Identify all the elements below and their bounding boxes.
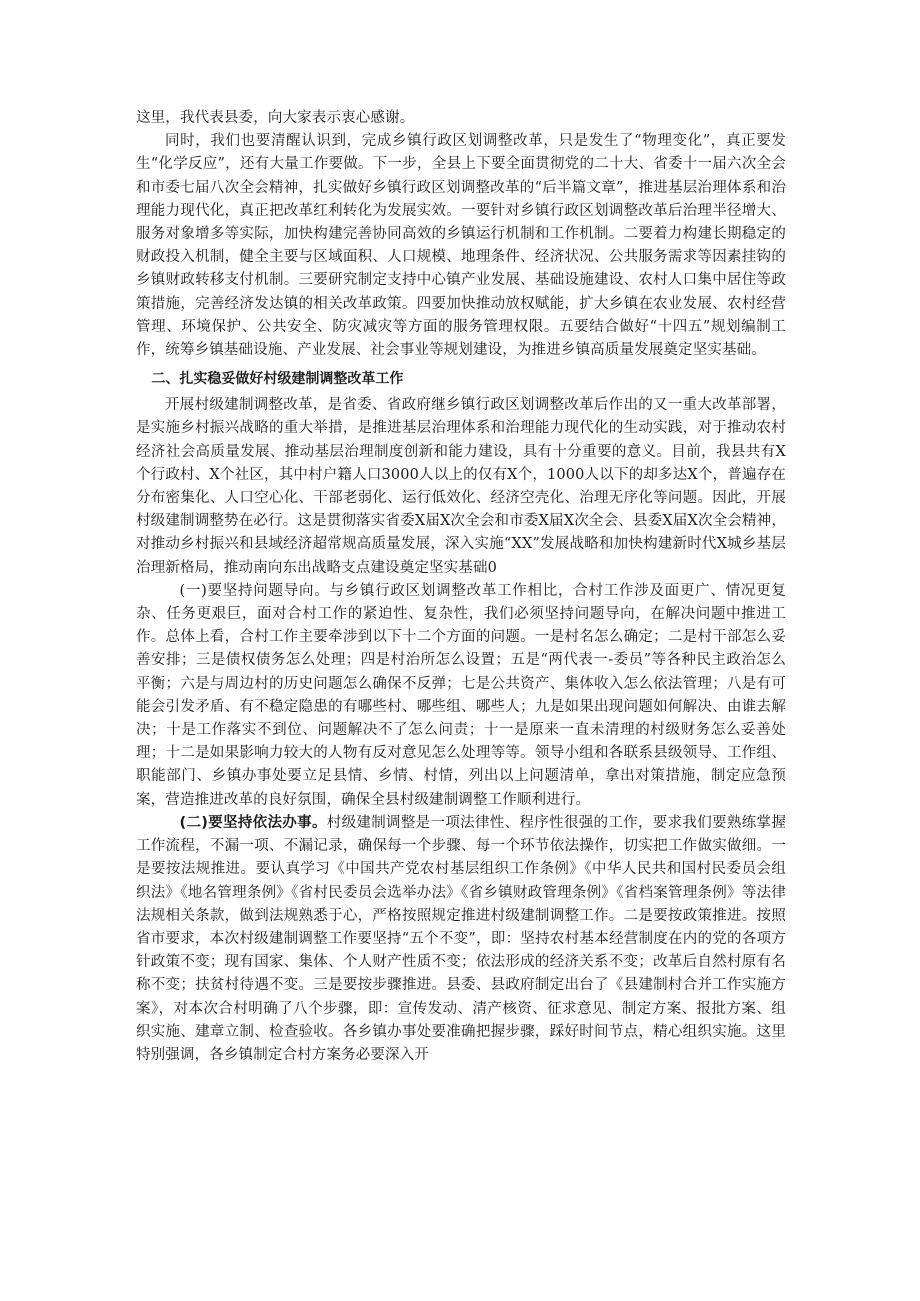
document-page (136, 107, 786, 1067)
paragraph-body-lawful-handling: 村级建制调整是一项法律性、程序性很强的工作，要求我们要熟练掌握工作流程，不漏一项、不漏记录，确保每一个步骤、每一个环节依法操作，切实把工作做实做细。一是要按法规推进。要认真学习《中国共产党农村基层组织工作条例》《中华人民共和国村民委员会组织法》《地名管理条例》《省村民委员会选举办法》《省乡镇财政管理条例》《省档案管理条例》等法律法规相关条款，做到法规熟悉于心，严格按照规定推进村级建制调整工作。二是要按政策推进。按照省市要求，本次村级建制调整工作要坚持“五个不变”，即：坚持农村基本经营制度在内的党的各项方针政策不变；现有国家、集体、个人财产性质不变；依法形成的经济关系不变；改革后自然村原有名称不变；扶贫村待遇不变。三是要按步骤推进。县委、县政府制定出台了《县建制村合并工作实施方案》，对本次合村明确了八个步骤，即：宣传发动、清产核资、征求意见、制定方案、报批方案、组织实施、建章立制、检查验收。各乡镇办事处要准确把握步骤，踩好时间节点，精心组织实施。这里特别强调，各乡镇制定合村方案务必要深入开 (136, 814, 786, 1063)
paragraph-lead-lawful-handling: (二)要坚持依法办事。 (179, 814, 327, 831)
paragraph-closing-thanks: 这里，我代表县委，向大家表示衷心感谢。 (136, 110, 415, 126)
paragraph-lawful-handling (136, 812, 786, 1067)
paragraph-township-reform-next-steps: 同时，我们也要清醒认识到，完成乡镇行政区划调整改革，只是发生了“物理变化”，真正要发生“化学反应”，还有大量工作要做。下一步，全县上下要全面贯彻党的二十大、省委十一届六次全会和市委七届八次全会精神，扎实做好乡镇行政区划调整改革的“后半篇文章”，推进基层治理体系和治理能力现代化，真正把改革红利转化为发展实效。一要针对乡镇行政区划调整改革后治理半径增大、服务对象增多等实际，加快构建完善协同高效的乡镇运行机制和工作机制。二要着力构建长期稳定的财政投入机制，健全主要与区域面积、人口规模、地理条件、经济状况、公共服务需求等因素挂钩的乡镇财政转移支付机制。三要研究制定支持中心镇产业发展、基础设施建设、农村人口集中居住等政策措施，完善经济发达镇的相关改革政策。四要加快推动放权赋能，扩大乡镇在农业发展、农村经营管理、环境保护、公共安全、防灾减灾等方面的服务管理权限。五要结合做好“十四五”规划编制工作，统筹乡镇基础设施、产业发展、社会事业等规划建设，为推进乡镇高质量发展奠定坚实基础。 (136, 133, 786, 359)
section-heading-village-reform: 二、扎实稳妥做好村级建制调整改革工作 (151, 371, 404, 388)
paragraph-problem-orientation: (一)要坚持问题导向。与乡镇行政区划调整改革工作相比，合村工作涉及面更广、情况更复杂、任务更艰巨，面对合村工作的紧迫性、复杂性，我们必须坚持问题导向，在解决问题中推进工作。总体上看，合村工作主要牵涉到以下十二个方面的问题。一是村名怎么确定；二是村干部怎么妥善安排；三是债权债务怎么处理；四是村治所怎么设置；五是“两代表一-委员”等各种民主政治怎么平衡；六是与周边村的历史问题怎么确保不反弹；七是公共资产、集体收入怎么依法管理；八是有可能会引发矛盾、有不稳定隐患的有哪些村、哪些组、哪些人；九是如果出现问题如何解决、由谁去解决；十是工作落实不到位、问题解决不了怎么问责；十一是原来一直未清理的村级财务怎么妥善处理；十二是如果影响力较大的人物有反对意见怎么处理等等。领导小组和各联系县级领导、工作组、职能部门、乡镇办事处要立足县情、乡情、村情，列出以上问题清单，拿出对策措施，制定应急预案，营造推进改革的良好氛围，确保全县村级建制调整工作顺利进行。 (136, 582, 786, 808)
paragraph-village-reform-significance: 开展村级建制调整改革，是省委、省政府继乡镇行政区划调整改革后作出的又一重大改革部署，是实施乡村振兴战略的重大举措，是推进基层治理体系和治理能力现代化的生动实践，对于推动农村经济社会高质量发展、推动基层治理制度创新和能力建设，具有十分重要的意义。目前，我县共有X个行政村、X个社区，其中村户籍人口3000人以上的仅有X个，1000人以下的却多达X个，普遍存在分布密集化、人口空心化、干部老弱化、运行低效化、经济空壳化、治理无序化等问题。因此，开展村级建制调整势在必行。这是贯彻落实省委X届X次全会和市委X届X次全会、县委X届X次全会精神，对推动乡村振兴和县域经济超常规高质量发展，深入实施“XX”发展战略和加快构建新时代X城乡基层治理新格局，推动南向东出战略支点建设奠定坚实基础0 (136, 397, 786, 576)
